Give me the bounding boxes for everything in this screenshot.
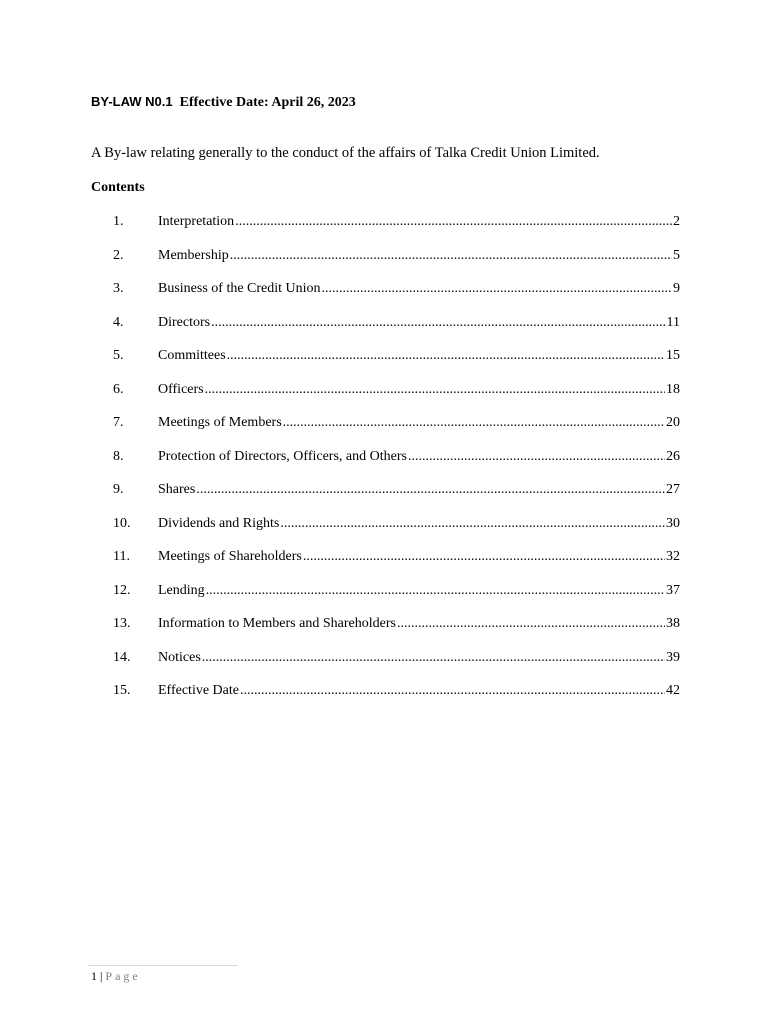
toc-item-number: 6. (113, 381, 124, 397)
effective-date-heading: Effective Date: April 26, 2023 (179, 95, 356, 110)
toc-item-number: 2. (113, 247, 124, 263)
toc-item[interactable] (0, 514, 770, 548)
toc-entry-link[interactable] (158, 449, 680, 465)
toc-entry-link[interactable] (158, 348, 680, 364)
toc-item-label: Interpretation (158, 214, 235, 229)
toc-dot-leader (211, 315, 665, 331)
toc-item-page: 20 (666, 415, 680, 430)
toc-item[interactable] (0, 279, 770, 313)
toc-item-label: Notices (158, 649, 201, 665)
toc-entry-link[interactable] (158, 616, 680, 632)
toc-item[interactable] (0, 380, 770, 414)
toc-item-page: 30 (666, 515, 680, 531)
toc-dot-leader (280, 516, 665, 532)
toc-item[interactable] (0, 212, 770, 246)
toc-item-page: 26 (666, 448, 680, 464)
toc-entry-link[interactable] (158, 683, 680, 699)
toc-item-number: 10. (113, 515, 131, 531)
toc-item-label: Business of the Credit Union (158, 281, 321, 296)
toc-item-page: 9 (673, 281, 680, 296)
toc-item[interactable] (0, 681, 770, 715)
toc-item-number: 1. (113, 214, 124, 229)
toc-item-page: 11 (666, 314, 680, 330)
toc-item[interactable] (0, 313, 770, 347)
toc-item-label: Shares (158, 482, 196, 497)
toc-item-page: 38 (666, 616, 680, 631)
toc-item[interactable] (0, 246, 770, 280)
toc-dot-leader (322, 281, 672, 297)
toc-entry-link[interactable] (158, 415, 680, 431)
toc-item-page: 18 (666, 381, 680, 397)
toc-item-number: 14. (113, 649, 131, 665)
toc-item[interactable] (0, 346, 770, 380)
toc-item[interactable] (0, 480, 770, 514)
toc-dot-leader (230, 248, 672, 264)
intro-paragraph: A By-law relating generally to the conduct of the affairs of Talka Credit Union Limited. (91, 145, 600, 161)
toc-entry-link[interactable] (158, 549, 680, 565)
toc-item-page: 42 (666, 683, 680, 698)
toc-item-label: Information to Members and Shareholders (158, 616, 396, 631)
toc-item-page: 5 (673, 247, 680, 263)
toc-dot-leader (227, 348, 665, 364)
toc-item-number: 4. (113, 314, 124, 330)
toc-dot-leader (196, 482, 665, 498)
toc-item-label: Protection of Directors, Officers, and Others (158, 448, 407, 464)
toc-item-number: 12. (113, 582, 131, 598)
table-of-contents (0, 212, 770, 715)
toc-dot-leader (408, 449, 665, 465)
document-title (91, 94, 356, 111)
bylaw-number: BY-LAW N0.1 (91, 94, 173, 109)
toc-item[interactable] (0, 581, 770, 615)
toc-entry-link[interactable] (158, 248, 680, 264)
toc-item-number: 15. (113, 683, 131, 698)
toc-dot-leader (205, 382, 665, 398)
toc-entry-link[interactable] (158, 583, 680, 599)
toc-item-page: 27 (666, 482, 680, 497)
toc-item-number: 5. (113, 348, 124, 363)
toc-item-page: 15 (666, 348, 680, 363)
toc-item-label: Directors (158, 314, 211, 330)
footer-page-word: Page (105, 969, 141, 983)
toc-dot-leader (202, 650, 665, 666)
toc-item[interactable] (0, 447, 770, 481)
toc-entry-link[interactable] (158, 214, 680, 230)
toc-item-number: 11. (113, 549, 130, 564)
toc-dot-leader (235, 214, 672, 230)
toc-dot-leader (240, 683, 665, 699)
toc-entry-link[interactable] (158, 382, 680, 398)
toc-entry-link[interactable] (158, 482, 680, 498)
toc-entry-link[interactable] (158, 650, 680, 666)
toc-item-label: Membership (158, 247, 229, 263)
toc-item[interactable] (0, 547, 770, 581)
toc-item-label: Committees (158, 348, 226, 363)
toc-item-number: 8. (113, 448, 124, 464)
toc-dot-leader (303, 549, 665, 565)
toc-item-number: 9. (113, 482, 124, 497)
toc-entry-link[interactable] (158, 516, 680, 532)
toc-item[interactable] (0, 648, 770, 682)
toc-dot-leader (206, 583, 665, 599)
contents-heading: Contents (91, 180, 145, 195)
toc-item-label: Meetings of Members (158, 415, 282, 430)
toc-item-number: 3. (113, 281, 124, 296)
toc-item-page: 39 (666, 649, 680, 665)
toc-entry-link[interactable] (158, 315, 680, 331)
toc-item-page: 2 (673, 214, 680, 229)
page-footer (91, 969, 141, 984)
toc-item-label: Meetings of Shareholders (158, 549, 302, 564)
toc-item[interactable] (0, 614, 770, 648)
toc-item-label: Lending (158, 582, 205, 598)
toc-item-number: 13. (113, 616, 131, 631)
toc-entry-link[interactable] (158, 281, 680, 297)
toc-item-page: 37 (666, 582, 680, 598)
toc-item[interactable] (0, 413, 770, 447)
toc-item-page: 32 (666, 549, 680, 564)
footer-page-number: 1 | (91, 969, 106, 983)
toc-item-number: 7. (113, 415, 124, 430)
toc-item-label: Dividends and Rights (158, 515, 280, 531)
toc-dot-leader (397, 616, 665, 632)
toc-item-label: Effective Date (158, 683, 239, 698)
toc-dot-leader (283, 415, 665, 431)
footer-divider (88, 965, 238, 966)
toc-item-label: Officers (158, 381, 204, 397)
